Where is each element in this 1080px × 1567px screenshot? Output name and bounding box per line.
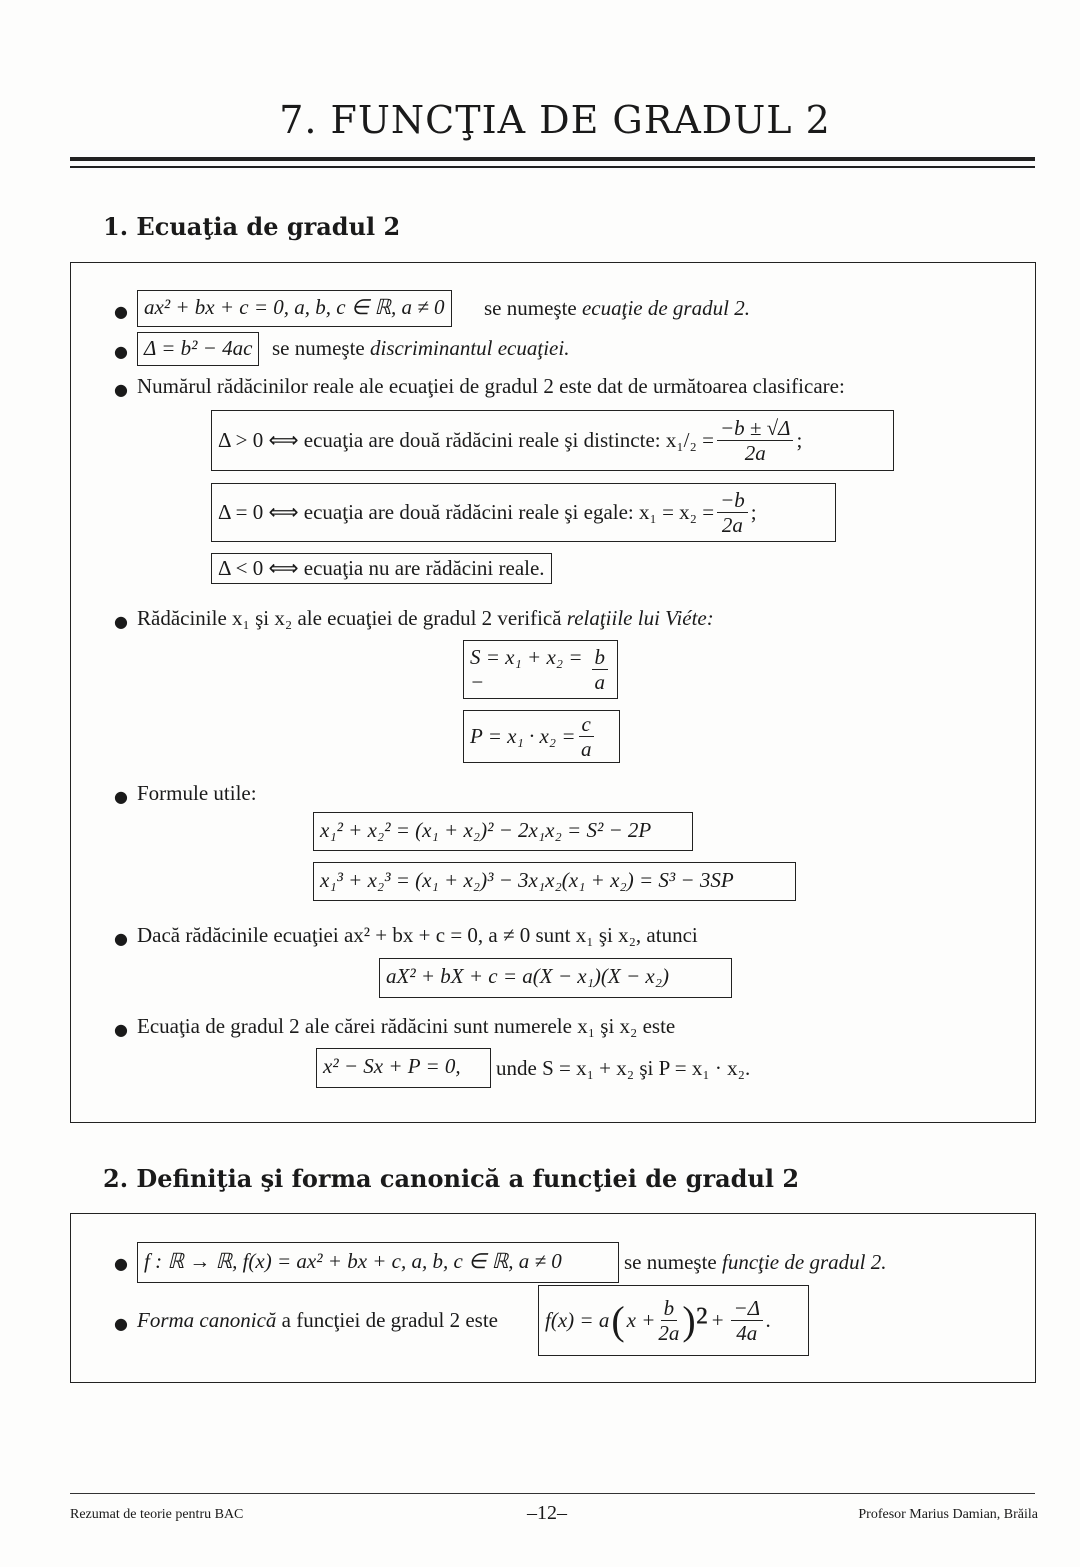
viete-intro-text: Rădăcinile x₁ şi x₂ ale ecuaţiei de gradul 2 verifică relaţiile lui Viéte: bbox=[137, 606, 714, 630]
function-definition-box bbox=[137, 1242, 619, 1283]
numerator: −Δ bbox=[731, 1296, 764, 1321]
bullet-icon: ● bbox=[114, 1254, 128, 1273]
formula-text: f(x) = a bbox=[545, 1308, 610, 1332]
canonical-form-intro: Forma canonică a funcţiei de gradul 2 este bbox=[137, 1308, 498, 1332]
footer-rule bbox=[70, 1493, 1035, 1494]
denominator: a bbox=[580, 737, 592, 761]
classification-text: Numărul rădăcinilor reale ale ecuaţiei de gradul 2 este dat de următoarea clasificare: bbox=[137, 374, 845, 398]
formula-text: f : ℝ → ℝ, f(x) = ax² + bx + c, a, b, c ∈ ℝ, a ≠ 0 bbox=[144, 1249, 562, 1273]
bullet-icon: ● bbox=[114, 302, 128, 321]
formula-text: x² − Sx + P = 0, bbox=[323, 1054, 461, 1078]
bullet-icon: ● bbox=[114, 929, 128, 948]
numerator: −b bbox=[717, 488, 748, 513]
sum-of-cubes-box bbox=[313, 862, 796, 901]
denominator: 2a bbox=[744, 441, 766, 465]
formula-text: S = x₁ + x₂ = − bbox=[470, 644, 583, 694]
numerator: c bbox=[579, 712, 594, 737]
footer-left: Rezumat de teorie pentru BAC bbox=[70, 1507, 244, 1522]
formula-text: x₁³ + x₂³ = (x₁ + x₂)³ − 3x₁x₂(x₁ + x₂) = S³ − 3SP bbox=[320, 868, 734, 892]
formula-text: aX² + bX + c = a(X − x₁)(X − x₂) bbox=[386, 964, 669, 988]
formula-text: Δ = b² − 4ac bbox=[144, 336, 253, 360]
denominator: 2a bbox=[721, 513, 743, 537]
bullet-icon: ● bbox=[114, 1020, 128, 1039]
numerator: b bbox=[661, 1296, 678, 1321]
quadratic-equation-formula bbox=[137, 290, 452, 327]
definition-text: se numeşte funcţie de gradul 2. bbox=[624, 1250, 887, 1274]
numerator: b bbox=[592, 645, 609, 670]
page-title: 7. FUNCŢIA DE GRADUL 2 bbox=[279, 98, 831, 142]
canonical-form-box bbox=[538, 1285, 809, 1356]
formula-text: x + bbox=[626, 1308, 656, 1332]
section-1-heading: 1. Ecuaţia de gradul 2 bbox=[103, 212, 401, 241]
vieta-equation-intro-text: Ecuaţia de gradul 2 ale cărei rădăcini sunt numerele x₁ şi x₂ este bbox=[137, 1014, 676, 1038]
case-positive-box bbox=[211, 410, 894, 471]
punctuation: ; bbox=[750, 500, 757, 524]
discriminant-formula bbox=[137, 332, 259, 366]
case-text: Δ = 0 ⟺ ecuaţia are două rădăcini reale şi egale: x₁ = x₂ = bbox=[218, 500, 715, 524]
product-formula-box bbox=[463, 710, 620, 763]
sum-of-squares-box bbox=[313, 812, 693, 851]
denominator: a bbox=[594, 670, 605, 694]
case-negative-box bbox=[211, 553, 552, 584]
factorization-box bbox=[379, 958, 732, 998]
numerator: −b ± √Δ bbox=[717, 416, 794, 441]
punctuation: . bbox=[766, 1308, 772, 1332]
page-number: –12– bbox=[527, 1502, 567, 1524]
case-zero-box bbox=[211, 483, 836, 542]
formula-text: P = x₁ · x₂ = bbox=[470, 724, 576, 748]
case-text: Δ > 0 ⟺ ecuaţia are două rădăcini reale şi distincte: x₁/₂ = bbox=[218, 428, 714, 452]
close-paren: )² bbox=[682, 1298, 708, 1343]
bullet-icon: ● bbox=[114, 612, 128, 631]
open-paren: ( bbox=[611, 1298, 625, 1343]
denominator: 4a bbox=[736, 1321, 758, 1345]
formula-text: ax² + bx + c = 0, a, b, c ∈ ℝ, a ≠ 0 bbox=[144, 295, 445, 319]
denominator: 2a bbox=[658, 1321, 680, 1345]
definition-text: se numeşte ecuaţie de gradul 2. bbox=[484, 296, 750, 320]
bullet-icon: ● bbox=[114, 787, 128, 806]
bullet-icon: ● bbox=[114, 342, 128, 361]
section-2-heading: 2. Definiţia şi forma canonică a funcţiei de gradul 2 bbox=[103, 1164, 800, 1193]
case-text: Δ < 0 ⟺ ecuaţia nu are rădăcini reale. bbox=[218, 556, 545, 580]
formula-text: x₁² + x₂² = (x₁ + x₂)² − 2x₁x₂ = S² − 2P bbox=[320, 818, 652, 842]
punctuation: ; bbox=[796, 428, 803, 452]
title-rule-thick bbox=[70, 157, 1035, 161]
vieta-tail-text: unde S = x₁ + x₂ şi P = x₁ · x₂. bbox=[496, 1056, 751, 1080]
plus-sign: + bbox=[711, 1308, 724, 1332]
title-rule-thin bbox=[70, 166, 1035, 168]
factorization-intro-text: Dacă rădăcinile ecuaţiei ax² + bx + c = 0, a ≠ 0 sunt x₁ şi x₂, atunci bbox=[137, 923, 698, 947]
bullet-icon: ● bbox=[114, 1314, 128, 1333]
useful-formulas-label: Formule utile: bbox=[137, 781, 257, 805]
footer-right: Profesor Marius Damian, Brăila bbox=[858, 1507, 1038, 1522]
vieta-equation-box bbox=[316, 1048, 491, 1088]
definition-text: se numeşte discriminantul ecuaţiei. bbox=[272, 336, 570, 360]
bullet-icon: ● bbox=[114, 380, 128, 399]
sum-formula-box bbox=[463, 640, 618, 699]
